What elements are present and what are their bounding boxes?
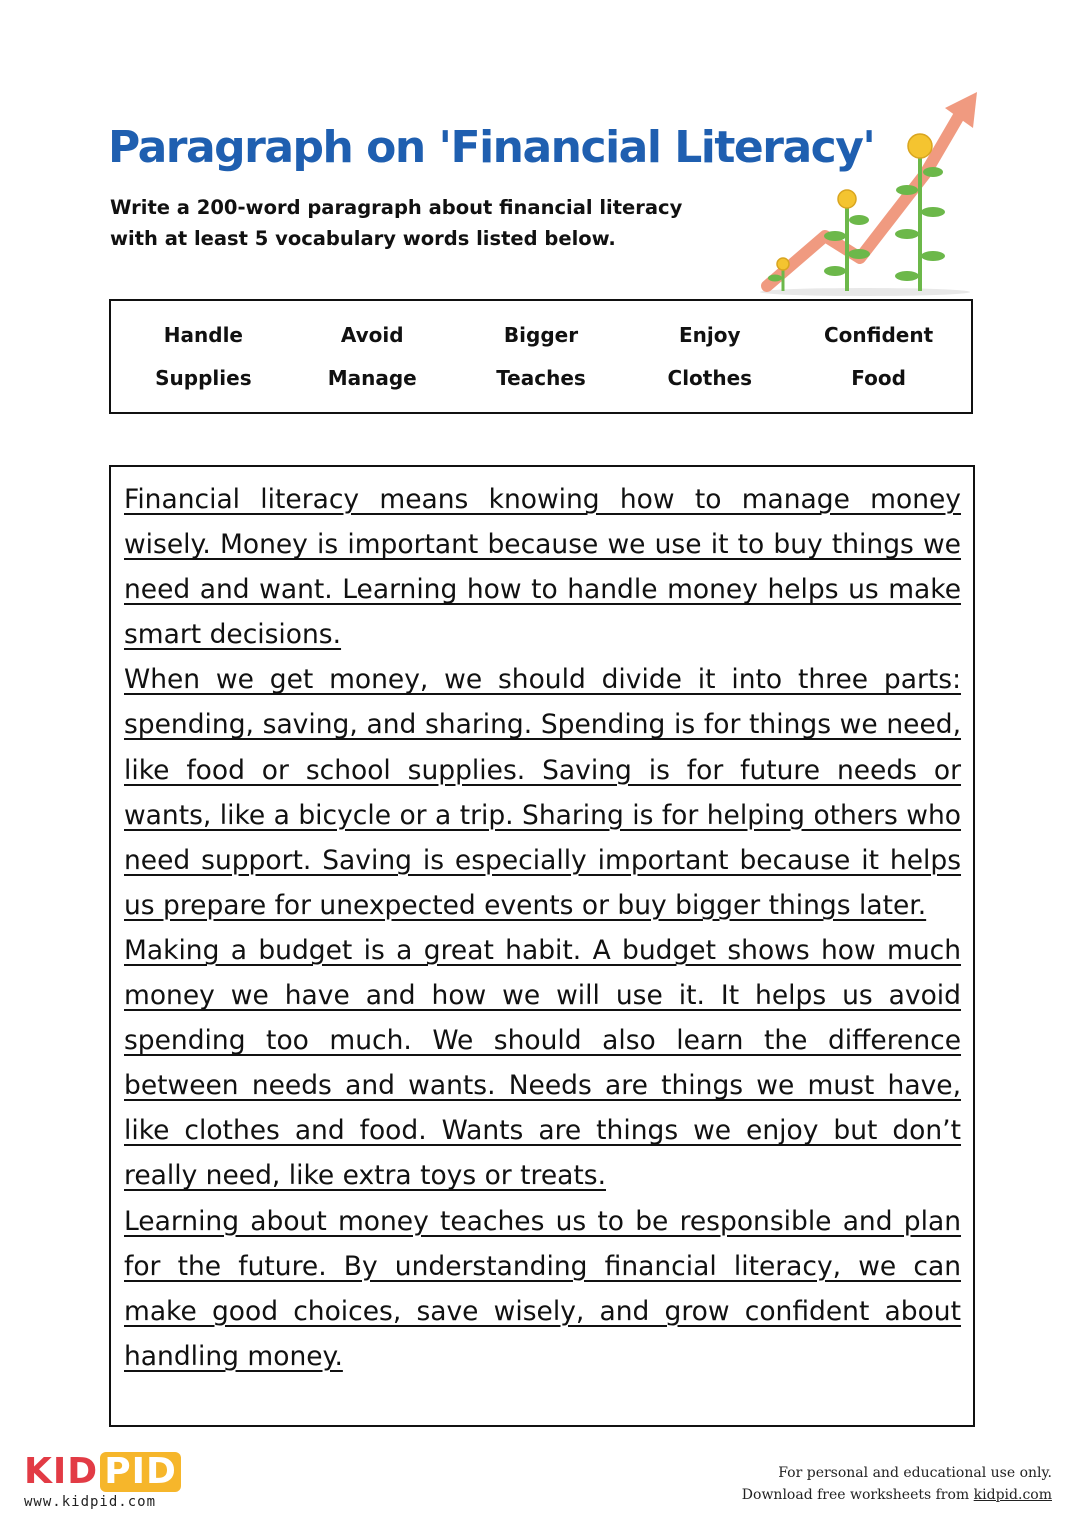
logo-url: www.kidpid.com [24,1494,157,1510]
instructions [110,192,730,254]
vocab-word: Teaches [496,366,586,391]
footer-note [742,1462,1052,1506]
vocab-word: Food [851,366,906,391]
kidpid-link[interactable]: kidpid.com [973,1487,1052,1503]
vocab-word: Handle [163,322,243,347]
essay-paragraph: Learning about money teaches us to be responsible and plan for the future. By understanding financial literacy, we can make good choices, save wisely, and grow confident about handling money. [124,1205,961,1372]
vocab-word: Avoid [340,322,404,347]
instructions-line-1: Write a 200-word paragraph about financial literacy [110,196,683,219]
vocab-word: Confident [824,322,934,347]
footer-note-line-2 [742,1484,1052,1506]
coin-plant-icon [824,190,870,291]
vocabulary-box [109,299,973,414]
footer-note-line-1: For personal and educational use only. [778,1465,1052,1481]
vocab-word: Enjoy [679,322,741,347]
logo-wordmark [24,1452,181,1492]
essay-paragraph: Making a budget is a great habit. A budget shows how much money we have and how we will use it. It helps us avoid spending too much. We should also learn the difference between needs and wants. Needs are things we must have, like clothes and food. Wants are things we enjoy but don’t really need, like extra toys or treats. [124,934,961,1192]
kidpid-logo[interactable] [24,1452,181,1510]
vocab-word: Bigger [503,322,579,347]
vocab-word: Manage [327,366,417,391]
logo-kid: KID [24,1451,99,1492]
essay-paragraph: Financial literacy means knowing how to manage money wisely. Money is important because we use it to buy things we need and want. Learning how to handle money helps us make smart decisions. [124,484,961,651]
instructions-line-2: with at least 5 vocabulary words listed below. [110,227,616,250]
page-title: Paragraph on 'Financial Literacy' [108,122,875,173]
logo-pid: PID [100,1452,181,1492]
vocab-word: Clothes [667,366,753,391]
essay-paragraph: When we get money, we should divide it into three parts: spending, saving, and sharing. Spending is for things we need, like food or school supplies. Saving is for future needs or wants, like a bicycle or a trip. Sharing is for helping others who need support. Saving is especially important because it helps us prepare for unexpected events or buy bigger things later. [124,664,961,921]
vocab-word: Supplies [155,366,252,391]
growth-arrow-icon [755,86,985,301]
essay-box [109,465,975,1427]
footer-note-prefix: Download free worksheets from [741,1487,974,1503]
